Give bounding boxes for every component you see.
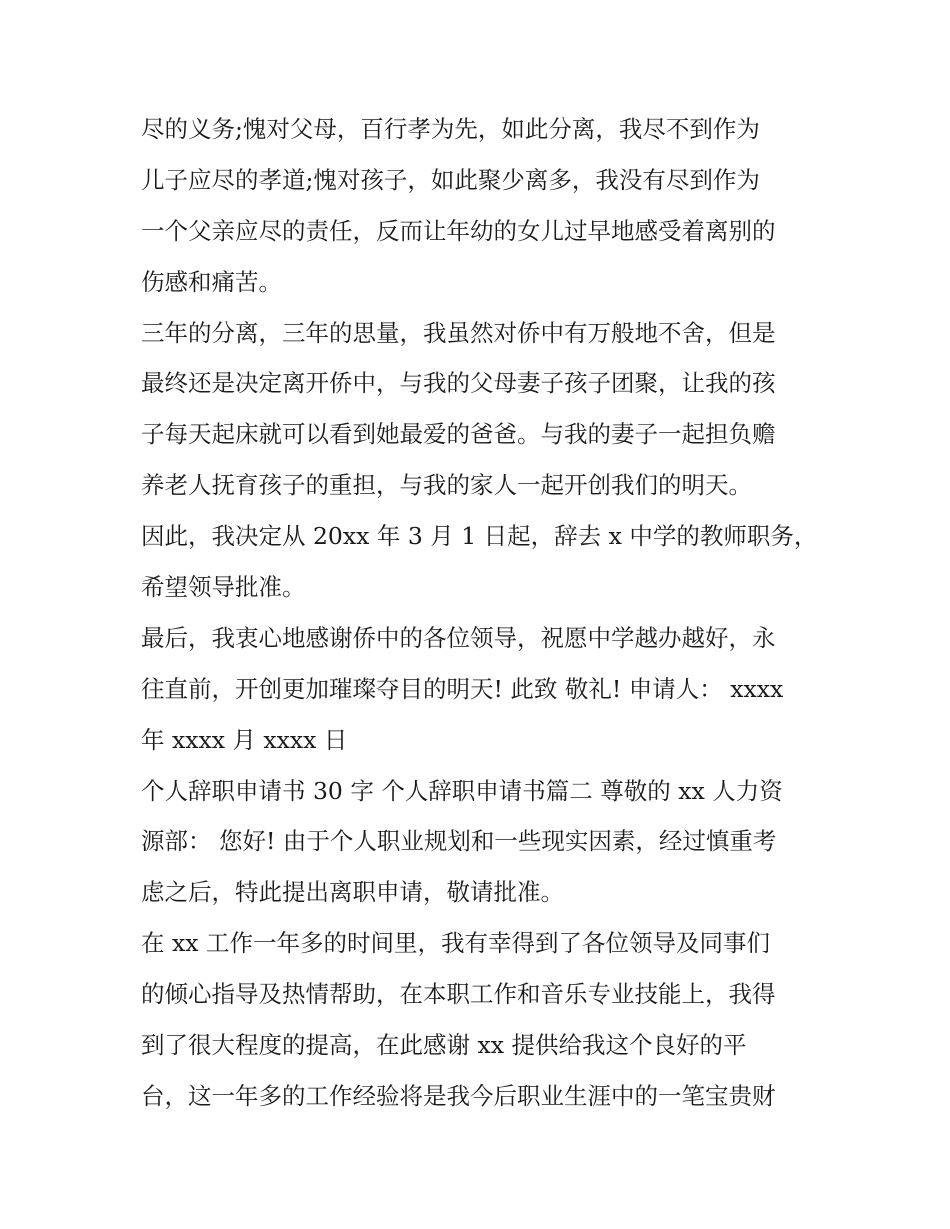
text-line: 往直前，开创更加璀璨夺目的明天! 此致 敬礼! 申请人： xxxx [141, 674, 784, 703]
text-line: 源部： 您好! 由于个人职业规划和一些现实因素，经过慎重考 [141, 827, 777, 856]
text-line: 个人辞职申请书 30 字 个人辞职申请书篇二 尊敬的 xx 人力资 [141, 776, 783, 805]
text-line: 一个父亲应尽的责任，反而让年幼的女儿过早地感受着离别的 [141, 216, 776, 245]
text-line: 养老人抚育孩子的重担，与我的家人一起开创我们的明天。 [141, 471, 752, 500]
text-line: 三年的分离，三年的思量，我虽然对侨中有万般地不舍，但是 [141, 318, 776, 347]
text-line: 台，这一年多的工作经验将是我今后职业生涯中的一笔宝贵财 [141, 1081, 776, 1110]
text-line: 希望领导批准。 [141, 573, 306, 602]
document-body [141, 104, 821, 1122]
text-line: 最后，我衷心地感谢侨中的各位领导，祝愿中学越办越好，永 [141, 623, 776, 652]
text-line: 尽的义务;愧对父母，百行孝为先，如此分离，我尽不到作为 [141, 115, 760, 143]
text-line: 的倾心指导及热情帮助，在本职工作和音乐专业技能上，我得 [141, 980, 776, 1009]
text-line: 虑之后，特此提出离职申请，敬请批准。 [141, 878, 564, 907]
text-line: 伤感和痛苦。 [141, 267, 282, 296]
text-line: 子每天起床就可以看到她最爱的爸爸。与我的妻子一起担负赡 [141, 420, 776, 449]
text-line: 最终还是决定离开侨中，与我的父母妻子孩子团聚，让我的孩 [141, 369, 776, 398]
text-line: 在 xx 工作一年多的时间里，我有幸得到了各位领导及同事们 [141, 929, 770, 958]
text-line: 因此，我决定从 20xx 年 3 月 1 日起，辞去 x 中学的教师职务， [141, 522, 818, 551]
text-line: 儿子应尽的孝道;愧对孩子，如此聚少离多，我没有尽到作为 [141, 165, 760, 194]
text-line: 年 xxxx 月 xxxx 日 [141, 725, 348, 754]
text-line: 到了很大程度的提高，在此感谢 xx 提供给我这个良好的平 [141, 1031, 747, 1060]
